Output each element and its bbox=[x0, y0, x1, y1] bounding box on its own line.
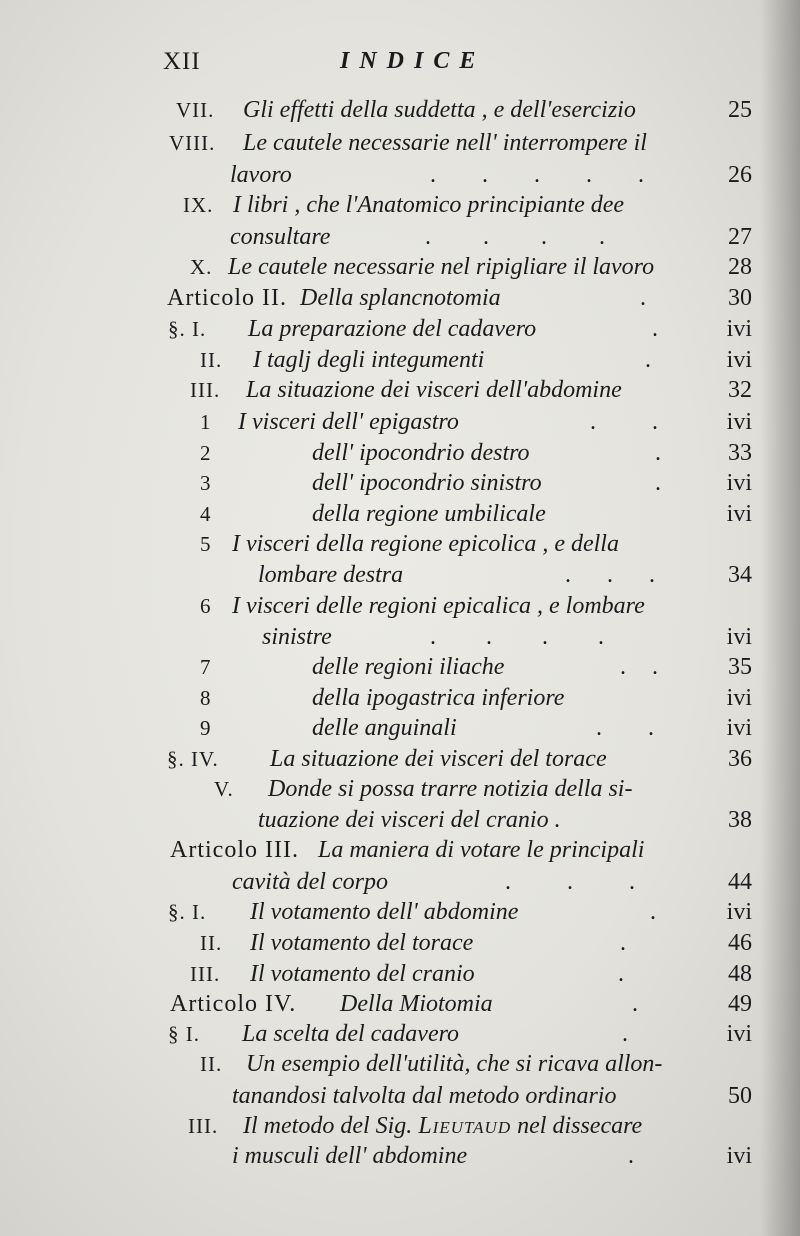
leader-dots: . . bbox=[596, 715, 654, 741]
index-entry bbox=[0, 374, 752, 406]
entry-number: 2 bbox=[200, 441, 212, 465]
entry-page: 49 bbox=[728, 991, 752, 1017]
entry-page: ivi bbox=[726, 347, 752, 373]
index-subentry bbox=[0, 712, 752, 744]
entry-number: §. I. bbox=[168, 317, 207, 341]
entry-page: ivi bbox=[726, 1143, 752, 1169]
leader-dots: . bbox=[620, 930, 626, 956]
entry-page: 34 bbox=[728, 562, 752, 588]
leader-dots: . bbox=[632, 991, 638, 1017]
entry-title: La situazione dei visceri del torace bbox=[270, 746, 607, 772]
leader-dots: . bbox=[655, 470, 661, 496]
article-heading bbox=[0, 988, 752, 1020]
leader-dots: . . . . bbox=[430, 624, 604, 650]
index-entry bbox=[0, 251, 752, 283]
entry-number: IX. bbox=[183, 193, 214, 217]
index-subentry bbox=[0, 437, 752, 469]
index-entry bbox=[0, 313, 752, 345]
index-entry bbox=[0, 344, 752, 376]
index-entry bbox=[0, 896, 752, 928]
index-entry-continuation bbox=[0, 866, 752, 898]
author-name: Lieutaud bbox=[418, 1113, 512, 1139]
index-entry-continuation bbox=[0, 1140, 752, 1172]
index-entry-continuation bbox=[0, 159, 752, 191]
entry-number: III. bbox=[188, 1114, 219, 1138]
entry-page: ivi bbox=[726, 501, 752, 527]
entry-number: 1 bbox=[200, 410, 212, 434]
index-entry-continuation bbox=[0, 221, 752, 253]
index-entry bbox=[0, 927, 752, 959]
leader-dots: . bbox=[655, 440, 661, 466]
article-heading bbox=[0, 282, 752, 314]
entry-title: Un esempio dell'utilità, che si ricava allon- bbox=[246, 1051, 663, 1077]
entry-title: La situazione dei visceri dell'abdomine bbox=[246, 377, 622, 403]
entry-page: 38 bbox=[728, 807, 752, 833]
index-entry bbox=[0, 1048, 758, 1080]
entry-page: 46 bbox=[728, 930, 752, 956]
entry-number: § I. bbox=[168, 1022, 200, 1046]
entry-page: 32 bbox=[728, 377, 752, 403]
entry-title: tuazione dei visceri del cranio . bbox=[258, 807, 561, 833]
index-entry-continuation bbox=[0, 621, 752, 653]
entry-title: cavità del corpo bbox=[232, 869, 388, 895]
entry-title: Della Miotomia bbox=[340, 991, 493, 1017]
leader-dots: . bbox=[618, 961, 624, 987]
entry-page: 28 bbox=[728, 254, 752, 280]
entry-title: Gli effetti della suddetta , e dell'esercizio bbox=[243, 97, 636, 123]
leader-dots: . . . bbox=[505, 869, 635, 895]
entry-title: Della splancnotomia bbox=[300, 285, 501, 311]
entry-page: ivi bbox=[726, 624, 752, 650]
entry-number: II. bbox=[200, 931, 223, 955]
index-entry bbox=[0, 1110, 758, 1142]
index-subentry bbox=[0, 682, 752, 714]
entry-title: consultare bbox=[230, 224, 331, 250]
entry-page: ivi bbox=[726, 316, 752, 342]
entry-page: 25 bbox=[728, 97, 752, 123]
entry-title: I libri , che l'Anatomico principiante dee bbox=[233, 192, 625, 218]
index-entry-continuation bbox=[0, 559, 752, 591]
entry-title: Le cautele necessarie nel ripigliare il lavoro bbox=[228, 254, 655, 280]
entry-title: i musculi dell' abdomine bbox=[232, 1143, 468, 1169]
entry-page: 30 bbox=[728, 285, 752, 311]
leader-dots: . bbox=[645, 347, 651, 373]
index-entry-continuation bbox=[0, 804, 752, 836]
index-subentry bbox=[0, 528, 752, 560]
entry-title: delle anguinali bbox=[312, 715, 457, 741]
article-number: Articolo II. bbox=[167, 285, 287, 311]
article-heading bbox=[0, 834, 758, 866]
entry-number: VIII. bbox=[169, 131, 216, 155]
entry-number: III. bbox=[190, 962, 221, 986]
entry-page: 33 bbox=[728, 440, 752, 466]
index-entry bbox=[0, 1018, 752, 1050]
leader-dots: . bbox=[652, 316, 658, 342]
entry-title: Il votamento dell' abdomine bbox=[250, 899, 519, 925]
index-entry bbox=[0, 127, 752, 159]
entry-page: 35 bbox=[728, 654, 752, 680]
entry-title: I taglj degli integumenti bbox=[253, 347, 485, 373]
index-subentry bbox=[0, 651, 752, 683]
entry-page: 27 bbox=[728, 224, 752, 250]
index-subentry bbox=[0, 590, 752, 622]
entry-number: VII. bbox=[176, 98, 215, 122]
entry-title: I visceri della regione epicolica , e della bbox=[232, 531, 619, 557]
entry-title: Le cautele necessarie nell' interrompere il bbox=[243, 130, 647, 156]
entry-title-part: nel dissecare bbox=[517, 1113, 643, 1139]
page-title: INDICE bbox=[340, 48, 486, 74]
article-number: Articolo IV. bbox=[170, 991, 297, 1017]
leader-dots: . . . bbox=[565, 562, 655, 588]
entry-page: ivi bbox=[726, 899, 752, 925]
index-subentry bbox=[0, 498, 752, 530]
entry-title: Il votamento del cranio bbox=[250, 961, 475, 987]
entry-number: 4 bbox=[200, 502, 212, 526]
entry-page: 48 bbox=[728, 961, 752, 987]
entry-number: §. IV. bbox=[167, 747, 219, 771]
entry-page: 26 bbox=[728, 162, 752, 188]
index-entry bbox=[0, 773, 752, 805]
entry-number: II. bbox=[200, 348, 223, 372]
page-edge-shadow bbox=[760, 0, 800, 1236]
index-subentry bbox=[0, 467, 752, 499]
entry-title: della regione umbilicale bbox=[312, 501, 546, 527]
entry-title: della ipogastrica inferiore bbox=[312, 685, 565, 711]
entry-number: 9 bbox=[200, 716, 212, 740]
entry-number: 6 bbox=[200, 594, 212, 618]
entry-title: La preparazione del cadavero bbox=[248, 316, 537, 342]
index-entry-continuation bbox=[0, 1080, 752, 1112]
entry-title: delle regioni iliache bbox=[312, 654, 505, 680]
entry-title: lombare destra bbox=[258, 562, 404, 588]
entry-title: lavoro bbox=[230, 162, 292, 188]
index-entry bbox=[0, 743, 752, 775]
entry-page: ivi bbox=[726, 685, 752, 711]
entry-title: La scelta del cadavero bbox=[242, 1021, 460, 1047]
entry-title: sinistre bbox=[262, 624, 332, 650]
entry-title: Il votamento del torace bbox=[250, 930, 474, 956]
entry-number: III. bbox=[190, 378, 221, 402]
leader-dots: . . . . bbox=[425, 224, 605, 250]
index-subentry bbox=[0, 406, 752, 438]
entry-page: ivi bbox=[726, 1021, 752, 1047]
leader-dots: . bbox=[640, 285, 646, 311]
entry-title: dell' ipocondrio destro bbox=[312, 440, 530, 466]
entry-title: I visceri dell' epigastro bbox=[238, 409, 459, 435]
entry-number: X. bbox=[190, 255, 213, 279]
entry-page: ivi bbox=[726, 470, 752, 496]
index-entry bbox=[0, 958, 752, 990]
entry-page: ivi bbox=[726, 409, 752, 435]
entry-number: V. bbox=[214, 777, 234, 801]
leader-dots: . bbox=[650, 899, 656, 925]
entry-page: 36 bbox=[728, 746, 752, 772]
entry-number: 8 bbox=[200, 686, 212, 710]
entry-title-part: Il metodo del Sig. bbox=[243, 1113, 413, 1139]
index-entry bbox=[0, 94, 752, 126]
article-number: Articolo III. bbox=[170, 837, 299, 863]
entry-page: 50 bbox=[728, 1083, 752, 1109]
entry-title bbox=[243, 1110, 642, 1142]
entry-title: I visceri delle regioni epicalica , e lombare bbox=[232, 593, 645, 619]
page-number: XII bbox=[163, 48, 201, 75]
entry-page: 44 bbox=[728, 869, 752, 895]
leader-dots: . bbox=[628, 1143, 634, 1169]
index-entry bbox=[0, 189, 752, 221]
leader-dots: . . . . . bbox=[430, 162, 644, 188]
entry-number: 3 bbox=[200, 471, 212, 495]
entry-title: Donde si possa trarre notizia della si- bbox=[268, 776, 633, 802]
entry-number: 5 bbox=[200, 532, 212, 556]
entry-page: ivi bbox=[726, 715, 752, 741]
entry-title: dell' ipocondrio sinistro bbox=[312, 470, 542, 496]
entry-number: II. bbox=[200, 1052, 223, 1076]
entry-title: La maniera di votare le principali bbox=[318, 837, 645, 863]
leader-dots: . . bbox=[620, 654, 658, 680]
leader-dots: . . bbox=[590, 409, 658, 435]
leader-dots: . bbox=[622, 1021, 628, 1047]
entry-number: §. I. bbox=[168, 900, 207, 924]
entry-number: 7 bbox=[200, 655, 212, 679]
entry-title: tanandosi talvolta dal metodo ordinario bbox=[232, 1083, 617, 1109]
page-header bbox=[0, 48, 800, 88]
